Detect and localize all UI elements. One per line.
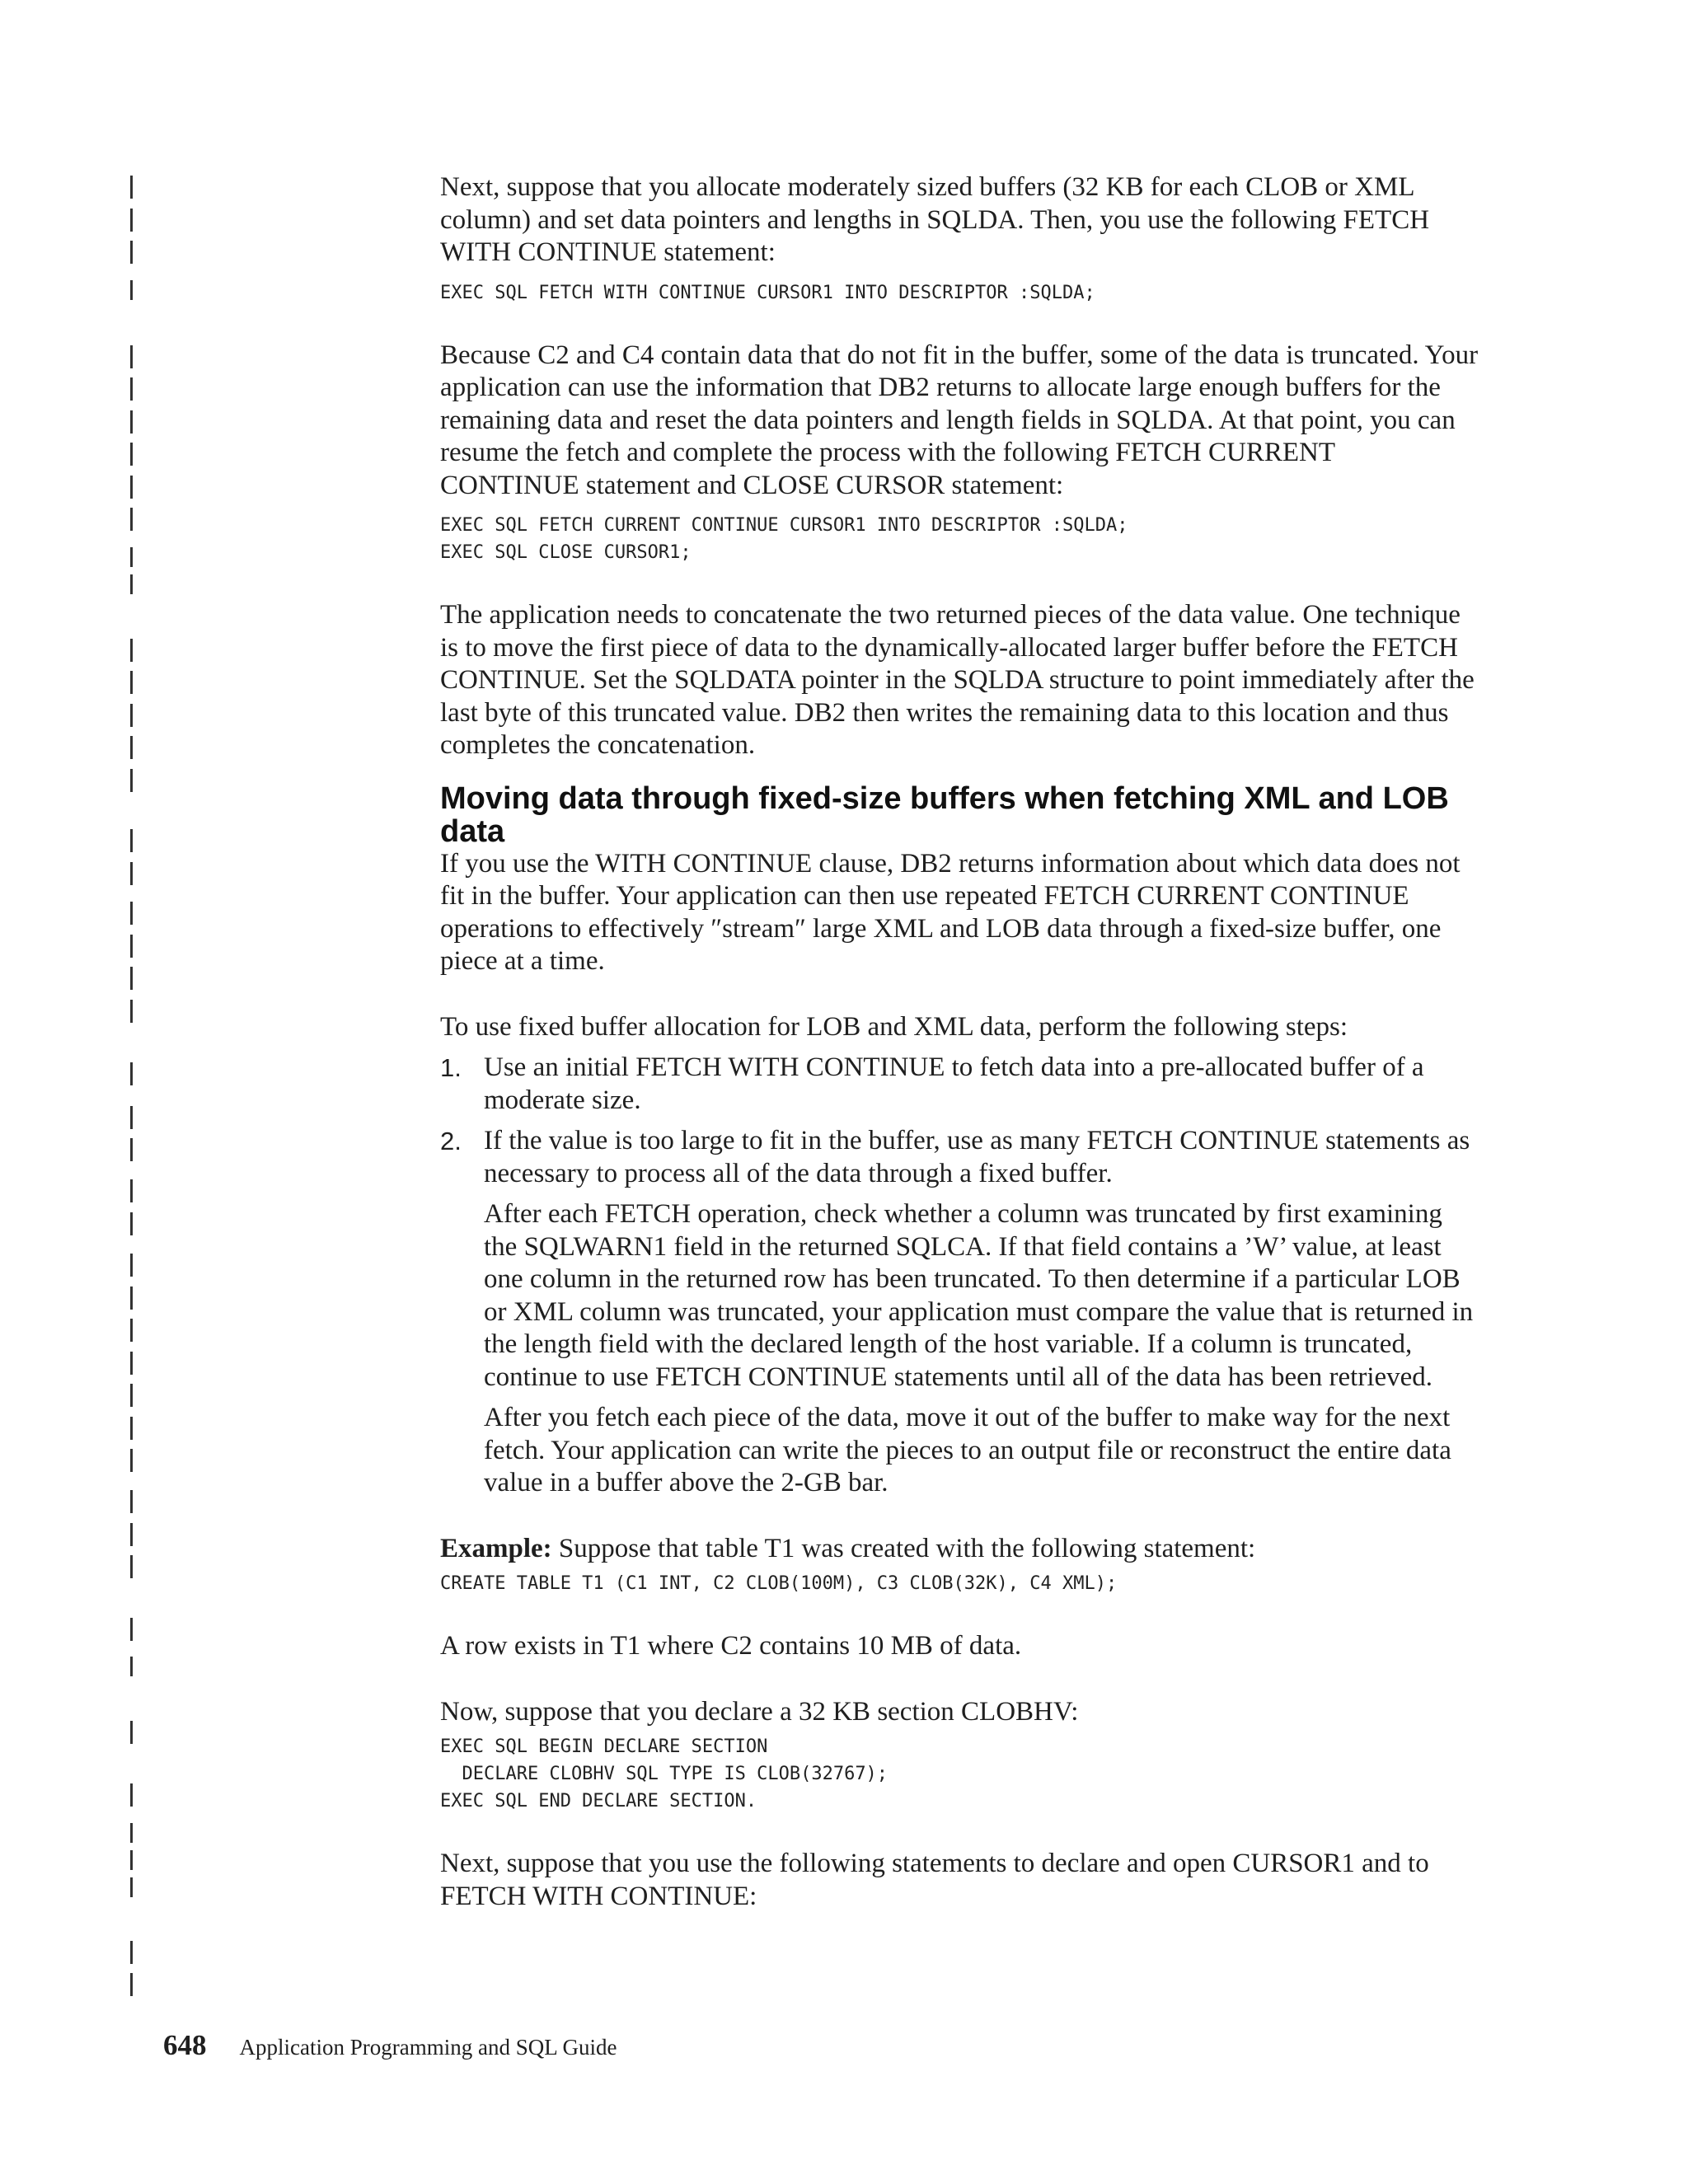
revision-bar [130, 639, 133, 662]
revision-bar [130, 410, 133, 434]
revision-bar [130, 574, 133, 594]
list-item [440, 1052, 1480, 1117]
revision-bar [130, 241, 133, 264]
revision-bar [130, 1212, 133, 1235]
revision-bar [130, 1490, 133, 1513]
revision-bar [130, 1319, 133, 1342]
revision-bar [130, 1138, 133, 1161]
list-item [440, 1125, 1480, 1190]
code-block: EXEC SQL BEGIN DECLARE SECTION DECLARE CLOBHV SQL TYPE IS CLOB(32767); EXEC SQL END DECLARE SECTION. [440, 1736, 889, 1811]
revision-bar [130, 1000, 133, 1023]
revision-bar [130, 1352, 133, 1375]
revision-bar [130, 476, 133, 499]
revision-bar [130, 1973, 133, 1996]
revision-bar [130, 1823, 133, 1843]
revision-bar [130, 1286, 133, 1310]
revision-bar [130, 1850, 133, 1870]
revision-bar [130, 736, 133, 759]
paragraph: The application needs to concatenate the two returned pieces of the data value. One technique is to move the first piece of data to the dynamically-allocated larger buffer before the FETCH CONTINUE. Set the SQLDATA pointer in the SQLDA structure to point immediately after the last byte of this truncated value. DB2 then writes the remaining data to this location and thus completes the concatenation. [440, 600, 1475, 760]
step-text: Use an initial FETCH WITH CONTINUE to fetch data into a pre-allocated buffer of a moderate size. [484, 1052, 1424, 1115]
example-label: Example: [440, 1533, 552, 1563]
revision-bar [130, 1449, 133, 1472]
example-text: Suppose that table T1 was created with the following statement: [551, 1533, 1256, 1563]
revision-bar [130, 829, 133, 852]
revision-bar [130, 1106, 133, 1129]
paragraph: Next, suppose that you use the following statements to declare and open CURSOR1 and to FETCH WITH CONTINUE: [440, 1849, 1429, 1911]
paragraph: Next, suppose that you allocate moderately sized buffers (32 KB for each CLOB or XML column) and set data pointers and lengths in SQLDA. Then, you use the following FETCH WITH CONTINUE statement: [440, 172, 1430, 267]
step-detail: After each FETCH operation, check whether a column was truncated by first examining the SQLWARN1 field in the returned SQLCA. If that field contains a ’W’ value, at least one column in the returned row has been truncated. To then determine if a particular LOB or XML column was truncated, your application must compare the value that is returned in the length field with the declared length of the host variable. If a column is truncated, continue to use FETCH CONTINUE statements until all of the data has been retrieved. [484, 1199, 1474, 1392]
revision-bar [130, 967, 133, 990]
revision-bar [130, 1555, 133, 1578]
code-block: CREATE TABLE T1 (C1 INT, C2 CLOB(100M), C3 CLOB(32K), C4 XML); [440, 1573, 1118, 1594]
revision-bar [130, 280, 133, 300]
revision-bar [130, 377, 133, 401]
step-number: 2. [440, 1127, 462, 1155]
revision-bar [130, 1179, 133, 1202]
example-paragraph [440, 1533, 1480, 1566]
revision-bar [130, 1783, 133, 1807]
step-number: 1. [440, 1053, 462, 1082]
revision-bar [130, 209, 133, 232]
code-block: EXEC SQL FETCH WITH CONTINUE CURSOR1 INTO DESCRIPTOR :SQLDA; [440, 282, 1095, 303]
revision-bar [130, 1254, 133, 1277]
code-block: EXEC SQL FETCH CURRENT CONTINUE CURSOR1 INTO DESCRIPTOR :SQLDA; EXEC SQL CLOSE CURSOR1; [440, 515, 1128, 563]
revision-bar [130, 862, 133, 885]
step-text: If the value is too large to fit in the buffer, use as many FETCH CONTINUE statements as necessary to process all of the data through a fixed buffer. [484, 1126, 1470, 1188]
page-footer [163, 2029, 617, 2062]
revision-bar [130, 345, 133, 368]
revision-bar [130, 508, 133, 531]
revision-bar [130, 769, 133, 792]
paragraph: Now, suppose that you declare a 32 KB section CLOBHV: [440, 1696, 1079, 1727]
paragraph: To use fixed buffer allocation for LOB and XML data, perform the following steps: [440, 1011, 1348, 1042]
revision-bar [130, 1062, 133, 1085]
revision-bar [130, 1417, 133, 1440]
step-detail: After you fetch each piece of the data, move it out of the buffer to make way for the next fetch. Your application can write the pieces to an output file or reconstruct the entire data value in a buffer above the 2-GB bar. [484, 1403, 1451, 1497]
section-heading: Moving data through fixed-size buffers when fetching XML and LOB data [440, 780, 1449, 849]
revision-bar [130, 1618, 133, 1641]
paragraph: If you use the WITH CONTINUE clause, DB2 returns information about which data does not fit in the buffer. Your application can then use repeated FETCH CURRENT CONTINUE operations to effectively ″stream″ large XML and LOB data through a fixed-size buffer, one piece at a time. [440, 848, 1461, 976]
revision-bar [130, 935, 133, 958]
book-title: Application Programming and SQL Guide [239, 2035, 617, 2060]
revision-bar [130, 902, 133, 925]
revision-bar [130, 1877, 133, 1897]
paragraph: Because C2 and C4 contain data that do not fit in the buffer, some of the data is truncated. Your application can use the information that DB2 returns to allocate large enough buffers for the remaining data and reset the data pointers and length fields in SQLDA. At that point, you can resume the fetch and complete the process with the following FETCH CURRENT CONTINUE statement and CLOSE CURSOR statement: [440, 340, 1479, 500]
revision-bar [130, 671, 133, 694]
revision-bar [130, 1384, 133, 1407]
revision-bar [130, 1721, 133, 1744]
paragraph: A row exists in T1 where C2 contains 10 MB of data. [440, 1631, 1022, 1661]
revision-bar [130, 704, 133, 727]
revision-bar [130, 1657, 133, 1676]
revision-bar [130, 176, 133, 199]
revision-bar [130, 1523, 133, 1546]
page-number: 648 [163, 2029, 207, 2061]
revision-bar [130, 1941, 133, 1964]
main-content [440, 171, 1480, 1913]
revision-bar [130, 443, 133, 466]
revision-bar [130, 547, 133, 567]
